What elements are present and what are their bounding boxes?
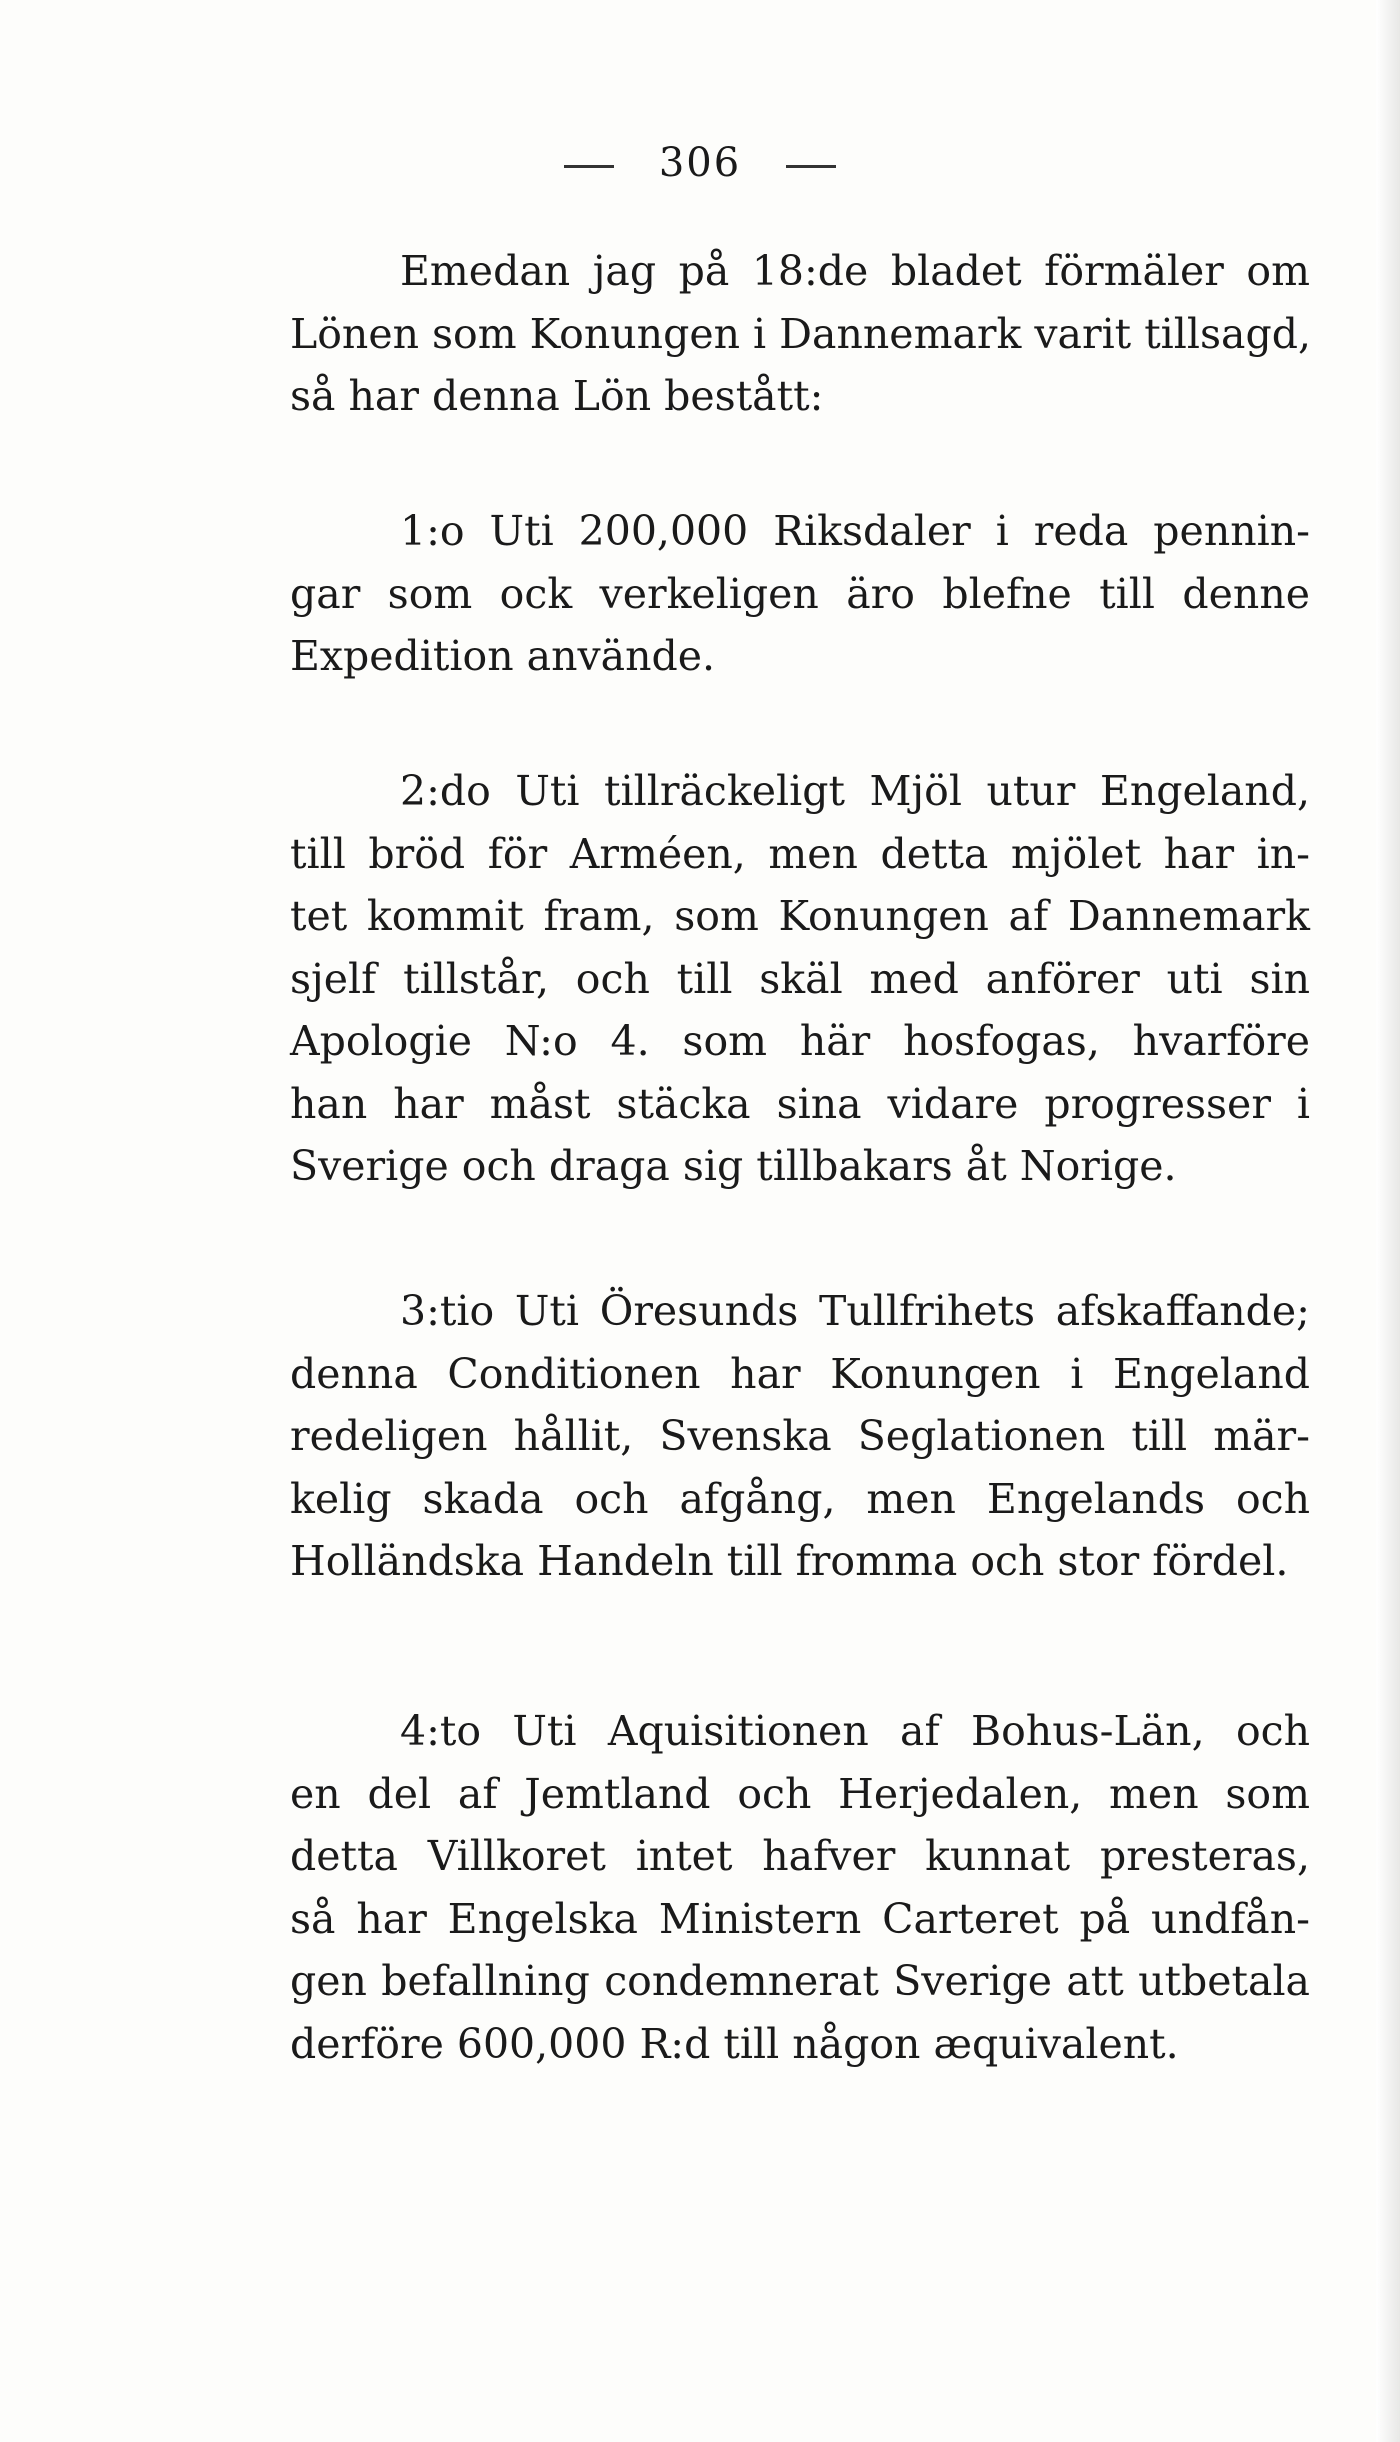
text-line: 3:tio Uti Öresunds Tullfrihets afskaffande;: [400, 1287, 1310, 1335]
text-line: Lönen som Konungen i Dannemark varit tillsagd,: [290, 309, 1312, 358]
paragraph-item-3: [290, 1280, 1310, 1593]
header-dash-left: [564, 165, 614, 168]
header-dash-right: [786, 165, 836, 168]
text-line: Apologie N:o 4. som här hosfogas, hvarföre: [290, 1017, 1310, 1065]
text-line: Expedition använde.: [290, 632, 716, 680]
text-line: 1:o Uti 200,000 Riksdaler i reda pennin-: [400, 507, 1310, 555]
text-line: Holländska Handeln till fromma och stor fördel.: [290, 1537, 1289, 1585]
text-line: han har måst stäcka sina vidare progresser i: [290, 1079, 1310, 1128]
page-edge-shadow: [1376, 0, 1400, 2442]
text-line: kelig skada och afgång, men Engelands och: [290, 1474, 1310, 1523]
text-line: så har denna Lön bestått:: [290, 372, 824, 420]
text-line: detta Villkoret intet hafver kunnat presteras,: [290, 1832, 1310, 1880]
text-line: 4:to Uti Aquisitionen af Bohus-Län, och: [400, 1707, 1310, 1755]
text-line: 2:do Uti tillräckeligt Mjöl utur Engeland,: [400, 767, 1310, 815]
text-line: denna Conditionen har Konungen i Engeland: [290, 1349, 1310, 1398]
text-line: en del af Jemtland och Herjedalen, men som: [290, 1769, 1310, 1818]
paragraph-item-1: [290, 500, 1310, 688]
text-line: redeligen hållit, Svenska Seglationen till mär-: [290, 1412, 1310, 1460]
text-line: Sverige och draga sig tillbakars åt Norige.: [290, 1142, 1177, 1190]
text-line: derföre 600,000 R:d till någon æquivalent.: [290, 2019, 1179, 2068]
paragraph-item-4: [290, 1700, 1310, 2075]
paragraph-intro: [290, 240, 1310, 428]
text-line: sjelf tillstår, och till skäl med anförer uti sin: [290, 954, 1310, 1003]
text-line: gen befallning condemnerat Sverige att utbetala: [290, 1957, 1310, 2005]
paragraph-item-2: [290, 760, 1310, 1198]
page-number: 306: [658, 140, 742, 186]
text-line: till bröd för Arméen, men detta mjölet har in-: [290, 829, 1310, 878]
text-line: så har Engelska Ministern Carteret på undfån-: [290, 1894, 1310, 1943]
text-line: Emedan jag på 18:de bladet förmäler om: [400, 247, 1310, 295]
text-line: tet kommit fram, som Konungen af Dannemark: [290, 892, 1310, 940]
page-header: [0, 140, 1400, 186]
text-line: gar som ock verkeligen äro blefne till denne: [290, 569, 1310, 618]
